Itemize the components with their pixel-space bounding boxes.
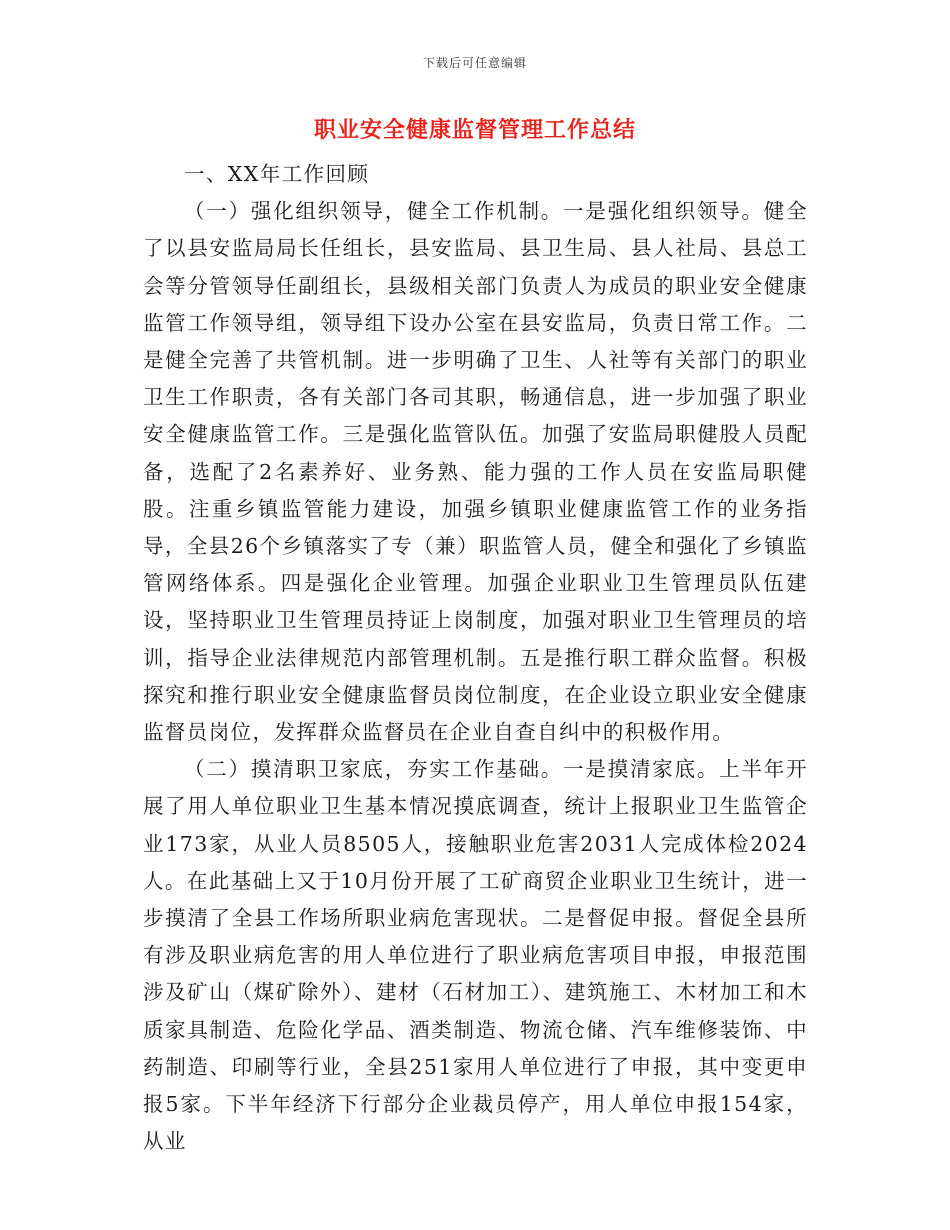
document-title: 职业安全健康监督管理工作总结 (313, 117, 636, 143)
paragraph-2: （二）摸清职卫家底，夯实工作基础。一是摸清家底。上半年开展了用人单位职业卫生基本情况摸底调查，统计上报职业卫生监管企业173家，从业人员8505人，接触职业危害2031人完成体检2024人。在此基础上又于10月份开展了工矿商贸企业职业卫生统计，进一步摸清了全县工作场所职业病危害现状。二是督促申报。督促全县所有涉及职业病危害的用人单位进行了职业病危害项目申报，申报范围涉及矿山（煤矿除外）、建材（石材加工）、建筑施工、木材加工和木质家具制造、危险化学品、酒类制造、物流仓储、汽车维修装饰、中药制造、印刷等行业，全县251家用人单位进行了申报，其中变更申报5家。下半年经济下行部分企业裁员停产，用人单位申报154家，从业 (143, 757, 808, 1154)
header-note: 下载后可任意编辑 (422, 56, 527, 70)
paragraph-1: （一）强化组织领导，健全工作机制。一是强化组织领导。健全了以县安监局局长任组长，县安监局、县卫生局、县人社局、县总工会等分管领导任副组长，县级相关部门负责人为成员的职业安全健康监管工作领导组，领导组下设办公室在县安监局，负责日常工作。二是健全完善了共管机制。进一步明确了卫生、人社等有关部门的职业卫生工作职责，各有关部门各司其职，畅通信息，进一步加强了职业安全健康监管工作。三是强化监管队伍。加强了安监局职健股人员配备，选配了2名素养好、业务熟、能力强的工作人员在安监局职健股。注重乡镇监管能力建设，加强乡镇职业健康监管工作的业务指导，全县26个乡镇落实了专（兼）职监管人员，健全和强化了乡镇监管网络体系。四是强化企业管理。加强企业职业卫生管理员队伍建设，坚持职业卫生管理员持证上岗制度，加强对职业卫生管理员的培训，指导企业法律规范内部管理机制。五是推行职工群众监督。积极探究和推行职业安全健康监督员岗位制度，在企业设立职业安全健康监督员岗位，发挥群众监督员在企业自查自纠中的积极作用。 (143, 199, 808, 745)
document-body (143, 156, 808, 1160)
section-heading: 一、XX年工作回顾 (184, 162, 370, 186)
